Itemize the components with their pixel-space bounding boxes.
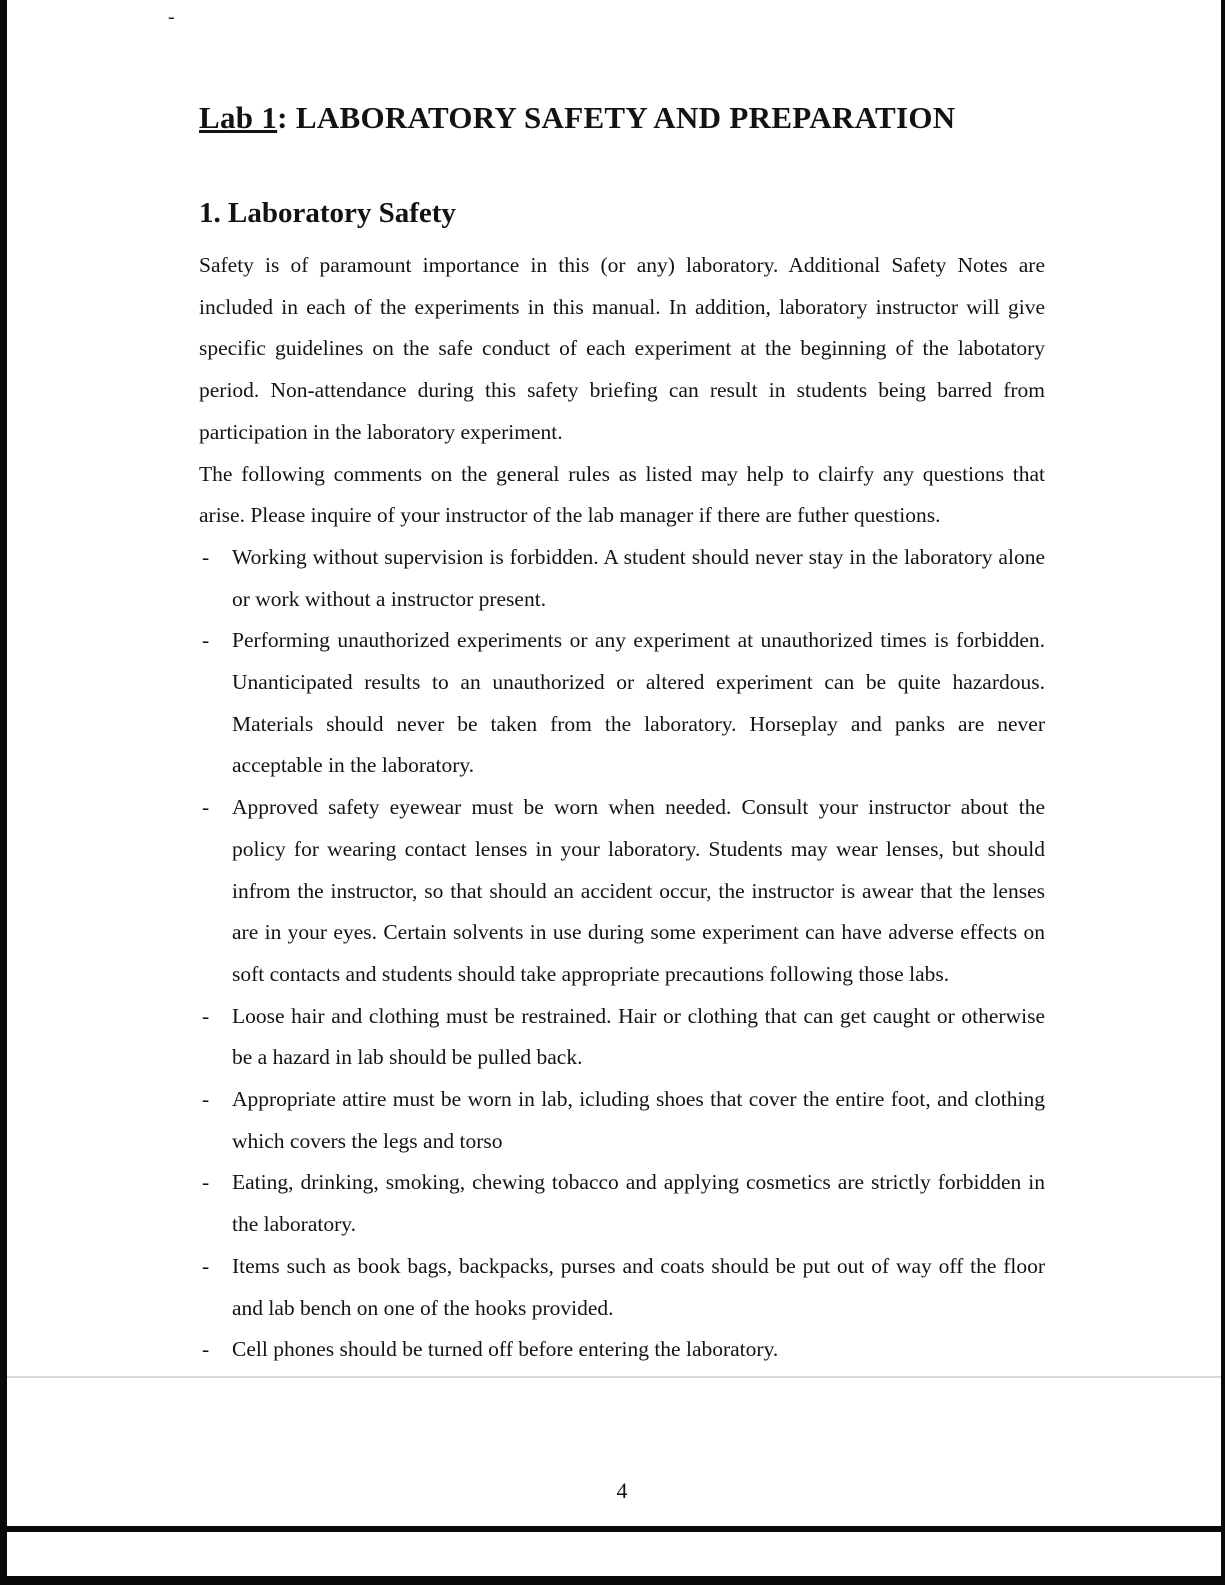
document-title-rest: : LABORATORY SAFETY AND PREPARATION <box>277 100 956 135</box>
bullet-marker: - <box>202 544 210 569</box>
bullet-item <box>199 1329 1045 1371</box>
bullet-item <box>199 1246 1045 1329</box>
bullet-item <box>199 787 1045 996</box>
bullet-text: Performing unauthorized experiments or any experiment at unauthorized times is forbidden. Unanticipated results to an unauthorized or altered experiment can be quite hazardous. Materials should never be taken from the laboratory. Horseplay and panks are never acceptable in the laboratory. <box>232 628 1045 778</box>
body-text <box>199 245 1045 1371</box>
document-title <box>199 100 1099 136</box>
document-title-lab-number: Lab 1 <box>199 100 278 135</box>
bullet-text: Cell phones should be turned off before entering the laboratory. <box>232 1337 779 1362</box>
bullet-item <box>199 1162 1045 1245</box>
bullet-marker: - <box>202 1337 210 1362</box>
bullet-text: Appropriate attire must be worn in lab, icluding shoes that cover the entire foot, and clothing which covers the legs and torso <box>232 1087 1045 1153</box>
right-edge-scan-bar <box>1221 0 1225 1585</box>
bullet-text: Loose hair and clothing must be restrained. Hair or clothing that can get caught or otherwise be a hazard in lab should be pulled back. <box>232 1003 1045 1070</box>
left-edge-scan-bar <box>0 0 7 1585</box>
bullet-text: Approved safety eyewear must be worn when needed. Consult your instructor about the policy for wearing contact lenses in your laboratory. Students may wear lenses, but should infrom the instructor, so that should an accident occur, the instructor is awear that the lenses are in your eyes. Certain solvents in use during some experiment can have adverse effects on soft contacts and students should take appropriate precautions following those labs. <box>232 795 1045 986</box>
stray-scan-mark: - <box>168 6 175 28</box>
bottom-horizontal-rule <box>0 1526 1225 1532</box>
section-heading: 1. Laboratory Safety <box>199 197 456 229</box>
bullet-item <box>199 996 1045 1079</box>
bullet-marker: - <box>202 1170 210 1195</box>
bullet-marker: - <box>202 1253 210 1278</box>
page-number: 4 <box>616 1478 628 1503</box>
bullet-marker: - <box>202 1087 210 1112</box>
bullet-text: Working without supervision is forbidden. A student should never stay in the laboratory alone or work without a instructor present. <box>232 544 1045 611</box>
scan-artifact-line <box>0 1376 1225 1378</box>
bullet-marker: - <box>202 795 210 820</box>
bullet-item <box>199 620 1045 787</box>
bullet-text: Items such as book bags, backpacks, purses and coats should be put out of way off the floor and lab bench on one of the hooks provided. <box>232 1253 1045 1320</box>
paragraph: The following comments on the general rules as listed may help to clairfy any questions that arise. Please inquire of your instructor of the lab manager if there are futher questions. <box>199 461 1045 528</box>
bullet-item <box>199 1079 1045 1162</box>
bullet-item <box>199 537 1045 620</box>
bottom-edge-scan-bar <box>0 1576 1225 1585</box>
bullet-marker: - <box>202 628 210 653</box>
bullet-text: Eating, drinking, smoking, chewing tobacco and applying cosmetics are strictly forbidden in the laboratory. <box>232 1170 1045 1237</box>
paragraph: Safety is of paramount importance in this (or any) laboratory. Additional Safety Notes are included in each of the experiments in this manual. In addition, laboratory instructor will give specific guidelines on the safe conduct of each experiment at the beginning of the labotatory period. Non-attendance during this safety briefing can result in students being barred from participation in the laboratory experiment. <box>199 253 1045 444</box>
bullet-marker: - <box>202 1003 210 1028</box>
